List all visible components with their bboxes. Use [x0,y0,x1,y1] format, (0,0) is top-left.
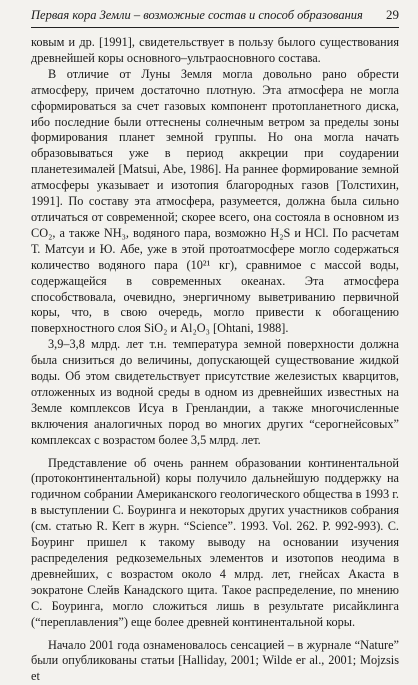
running-title: Первая кора Земли – возможные состав и способ образования [31,8,363,22]
body-text [31,35,399,685]
running-header [31,7,399,23]
paragraph-2001-sensation: Начало 2001 года ознаменовалось сенсацией – в журнале “Nature” были опубликованы статьи [Halliday, 2001; Wilde er al., 2001; Mojzsis et [31,637,399,684]
paragraph-continental-crust: Представление об очень раннем образовании континентальной (протоконтинентальной) коры получило дальнейшую поддержку на годичном собрании Американского геологического общества в 1993 г. в выступлении С. Боуринга и некоторых других участников собрания (см. статью R. Kerr в журн. “Science”. 1993. Vol. 262. P. 992-993). С. Боуринг пришел к такому выводу на основании изучения распределения редкоземельных элементов и изотопов неодима в древнейших, с возрастом около 4 млрд. лет, гнейсах Акаста в эократоне Слейв Канадского щита. Такое распределение, по мнению С. Боуринга, могло сложиться лишь в результате рисайклинга (“переплавления”) еще более древней континентальной коры. [31,455,399,629]
paragraph-atmosphere: В отличие от Луны Земля могла довольно рано обрести атмосферу, причем достаточно плотную. Эта атмосфера не могла сформироваться за счет газовых компонент протопланетного диска, ибо последние были оттеснены солнечным ветром за пределы зоны формирования планет земной группы. Но она могла начать образовываться уже в период аккреции при соударении планетезималей [Matsui, Abe, 1986]. На раннее формирование земной атмосферы указывает и изотопия благородных газов [Толстихин, 1991]. По составу эта атмосфера, разумеется, должна была сильно отличаться от современной; скорее всего, она состояла в основном из CO₂, а также NH₃, водяного пара, возможно H₂S и HCl. По расчетам Т. Матсуи и Ю. Абе, уже в этой протоатмосфере могло содержаться количество водяного пара (10²¹ кг), сравнимое с массой воды, содержащейся в современных океанах. Эта атмосфера способствовала, очевидно, энергичному выветриванию первичной коры, что, в свою очередь, могло привести к обогащению поверхностного слоя SiO₂ и Al₂O₃ [Ohtani, 1988]. [31,66,399,336]
page-number: 29 [386,7,399,22]
paragraph-continuation: ковым и др. [1991], свидетельствует в пользу былого существования древнейшей коры основного–ультраосновного состава. [31,35,399,65]
paragraph-liquid-water: 3,9–3,8 млрд. лет т.н. температура земной поверхности должна была снизиться до величины, допускающей существование жидкой воды. Об этом свидетельствует присутствие железистых кварцитов, отложенных из водной среды в одном из древнейших известных на Земле комплексов Исуа в Гренландии, а также многочисленные включения аналогичных пород во многих других “серогнейсовых” комплексах с возрастом более 3,5 млрд. лет. [31,337,399,447]
header-rule [31,27,399,28]
